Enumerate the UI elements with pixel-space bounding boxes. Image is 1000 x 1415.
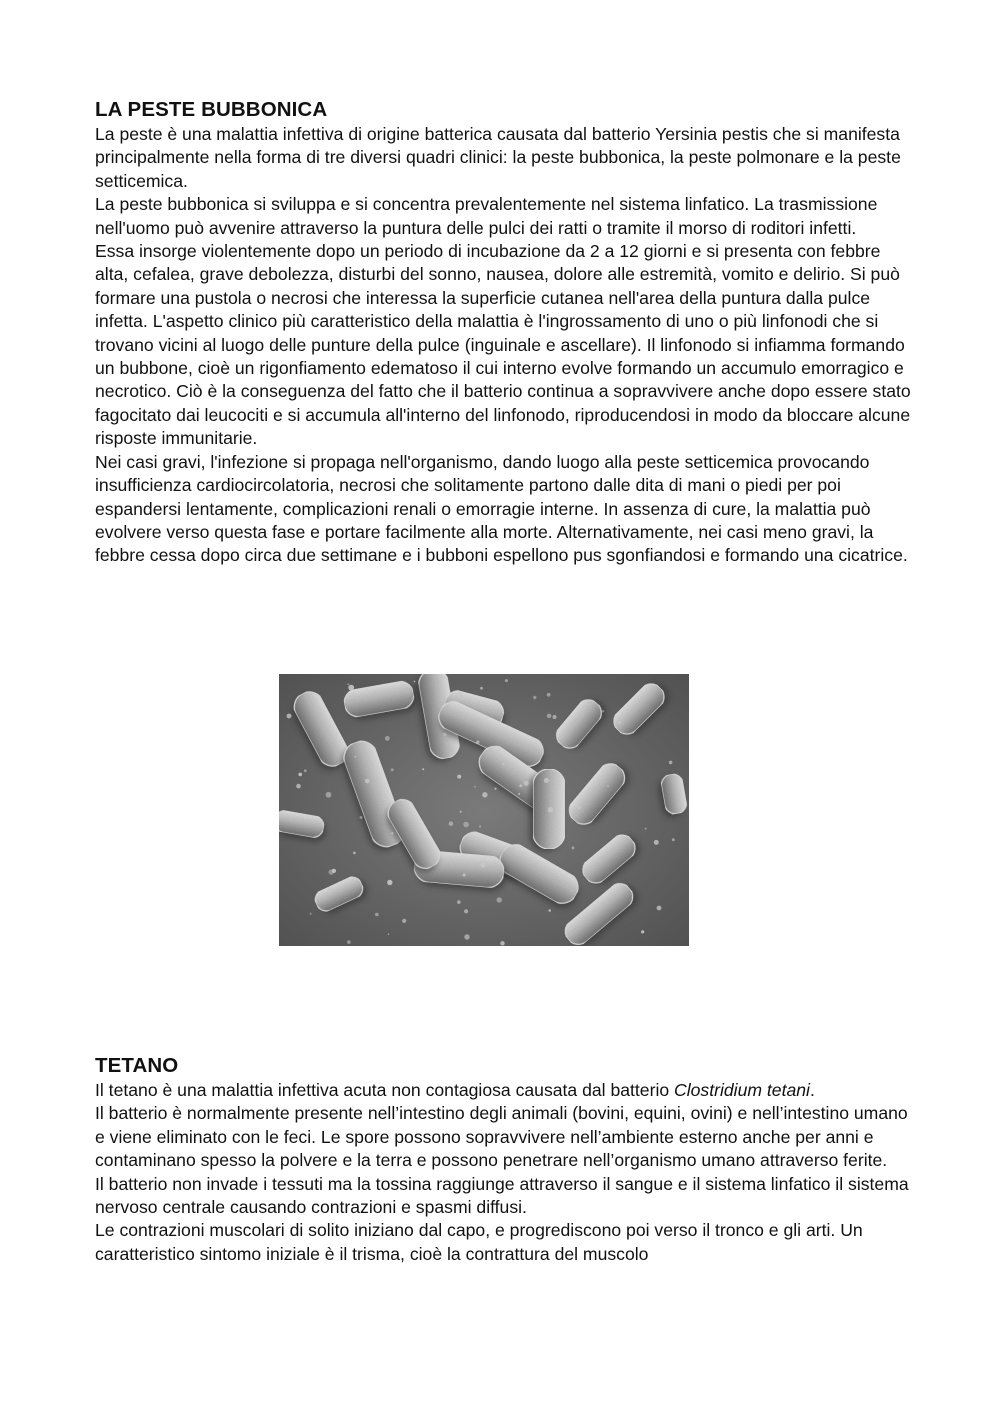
debris-dot [482,792,487,797]
debris-dot [618,721,621,724]
debris-dot [464,934,469,939]
debris-dot [422,768,424,770]
debris-dot [463,874,466,877]
debris-dot [672,838,675,841]
debris-dot [360,816,363,819]
debris-dot [497,897,502,902]
debris-dot [548,807,554,813]
species-name: Clostridium tetani [674,1080,810,1100]
debris-dot [547,714,552,719]
debris-dot [548,909,551,912]
debris-dot [449,821,454,826]
section-title-tetanus: TETANO [95,1054,179,1077]
debris-dot [375,913,379,917]
section-title-bubonic-plague: LA PESTE BUBBONICA [95,98,328,121]
section-bubonic-plague [95,96,915,568]
debris-dot [481,863,486,868]
paragraph: Nei casi gravi, l'infezione si propaga nell'organismo, dando luogo alla peste setticemica provocando insufficienza cardiocircolatoria, necrosi che solitamente partono dalle dita di mani o piedi per poi espandersi lentamente, complicazioni renali o emorragie interne. In assenza di cure, la malattia può evolvere verso questa fase e portare facilmente alla morte. Alternativamente, nei casi meno gravi, la febbre cessa dopo circa due settimane e i bubboni espellono pus sgonfiandosi e formando una cicatrice. [95,451,908,566]
debris-dot [388,933,390,935]
debris-dot [402,919,406,923]
debris-dot [498,748,501,751]
section-tetanus [95,1052,915,1266]
debris-dot [347,683,349,685]
debris-dot [502,763,504,765]
debris-dot [460,811,462,813]
debris-dot [391,832,393,834]
debris-dot [414,681,416,683]
debris-dot [332,869,336,873]
debris-dot [296,784,301,789]
debris-dot [641,930,644,933]
paragraph: Il batterio è normalmente presente nell’intestino degli animali (bovini, equini, ovini) e nell’intestino umano e viene eliminato con le feci. Le spore possono sopravvivere nell’ambiente esterno anche per anni e contaminano spesso la polvere e la terra e possono penetrare nell’organismo umano attraverso ferite. [95,1103,908,1171]
debris-dot [385,736,390,741]
paragraph: La peste bubbonica si sviluppa e si concentra prevalentemente nel sistema linfatico. La trasmissione nell'uomo può avvenire attraverso la puntura delle pulci dei ratti o tramite il morso di roditori infetti. [95,194,878,238]
debris-dot [494,788,496,790]
debris-dot [500,941,504,945]
debris-dot [387,880,392,885]
paragraph: La peste è una malattia infettiva di origine batterica causata dal batterio Yersinia pestis che si manifesta principalmente nella forma di tre diversi quadri clinici: la peste bubbonica, la peste polmonare e la peste setticemica. [95,124,901,191]
debris-dot [287,714,292,719]
debris-dot [326,792,332,798]
debris-dot [310,913,312,915]
debris-dot [457,692,463,698]
debris-dot [457,775,461,779]
debris-dot [353,852,356,855]
debris-dot [669,761,673,765]
debris-dot [443,733,446,736]
paragraph-intro [95,1079,915,1102]
debris-dot [347,940,351,944]
debris-dot [304,769,307,772]
debris-dot [602,710,604,712]
debris-dot [479,825,481,827]
debris-dot [607,785,609,787]
paragraph: Essa insorge violentemente dopo un periodo di incubazione da 2 a 12 giorni e si presenta con febbre alta, cefalea, grave debolezza, disturbi del sonno, nausea, dolore alle estremità, vomito e delirio. Si può formare una pustola o necrosi che interessa la superficie cutanea nell'area della puntura dalla pulce infetta. L'aspetto clinico più caratteristico della malattia è l'ingrossamento di uno o più linfonodi che si trovano vicini al luogo delle punture della pulce (inguinale e ascellare). Il linfonodo si infiamma formando un bubbone, cioè un rigonfiamento edematoso il cui interno evolve formando un accumulo emorragico e necrotico. Ciò è la conseguenza del fatto che il batterio continua a sopravvivere anche dopo essere stato fagocitato dai leucociti e si accumula all'interno del linfonodo, riproducendosi in modo da bloccare alcune risposte immunitarie. [95,241,911,449]
debris-dot [518,793,520,795]
debris-dot [505,679,508,682]
debris-dot [524,781,529,786]
debris-dot [333,733,337,737]
debris-dot [553,715,557,719]
debris-dot [474,786,476,788]
debris-dot [657,906,662,911]
debris-dot [298,773,302,777]
paragraph: Il batterio non invade i tessuti ma la tossina raggiunge attraverso il sangue e il sistema linfatico il sistema nervoso centrale causando contrazioni e spasmi diffusi. [95,1173,909,1218]
debris-dot [480,687,483,690]
debris-dot [519,784,522,787]
debris-dot [572,847,575,850]
debris-dot [645,828,647,830]
debris-dot [391,768,394,771]
debris-dot [355,756,357,758]
debris-dot [578,807,581,810]
debris-dot [533,696,536,699]
debris-dot [348,685,354,691]
debris-dot [463,822,469,828]
debris-dot [328,887,334,893]
debris-dot [457,900,461,904]
paragraph: Le contrazioni muscolari di solito iniziano dal capo, e progrediscono poi verso il tronco e gli arti. Un caratteristico sintomo iniziale è il trisma, cioè la contrattura del muscolo [95,1220,863,1264]
debris-dot [547,693,551,697]
debris-dot [464,909,468,913]
debris-dot [365,779,370,784]
debris-dot [544,778,549,783]
debris-dot [672,813,674,815]
bacteria-micrograph-image [279,674,689,946]
intro-end: . [809,1080,815,1100]
debris-dot [654,840,659,845]
debris-dot [476,741,479,744]
intro-text: Il tetano è una malattia infettiva acuta non contagiosa causata dal batterio [95,1080,675,1100]
